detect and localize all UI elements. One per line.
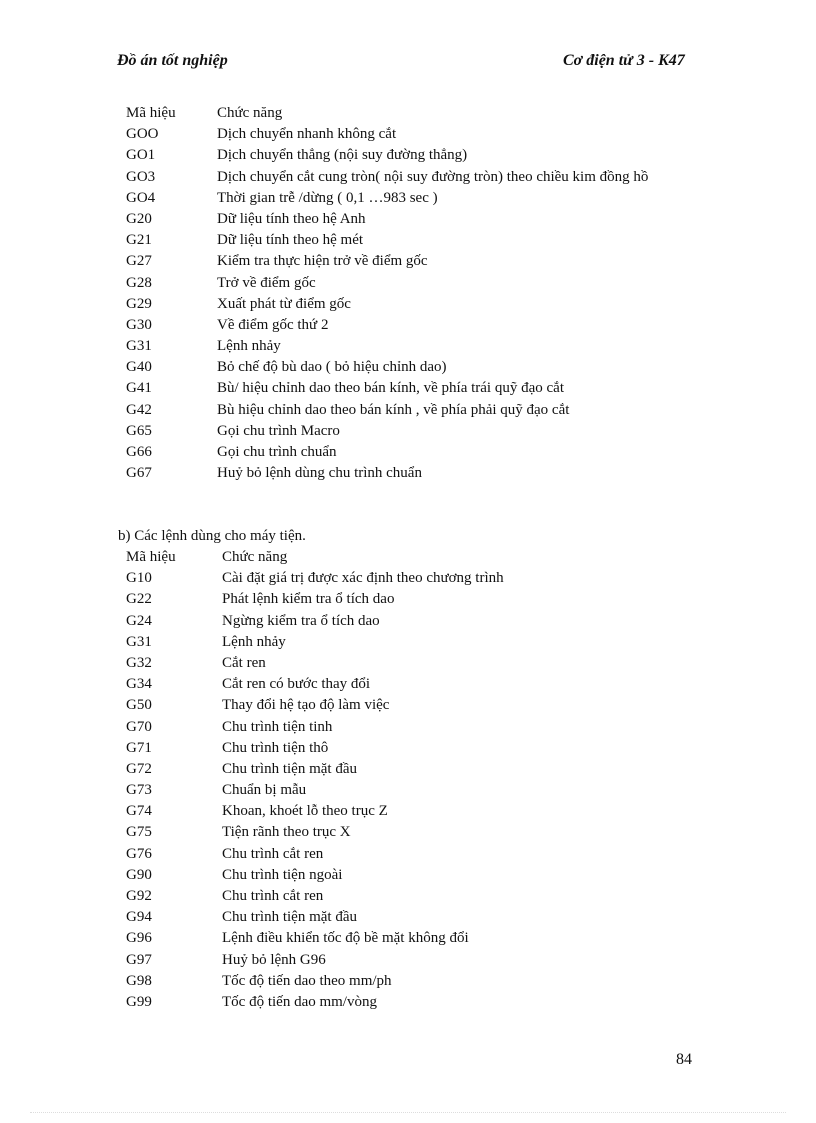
gcode-cell: G31	[126, 338, 152, 355]
gcode-cell: GOO	[126, 126, 159, 143]
gcode-cell: G74	[126, 803, 152, 820]
gcode-cell: G71	[126, 739, 152, 756]
gcode-cell: G21	[126, 232, 152, 249]
function-cell: Chu trình tiện mặt đầu	[222, 760, 357, 777]
function-cell: Chu trình cắt ren	[222, 845, 324, 862]
function-cell: Huỷ bỏ lệnh dùng chu trình chuẩn	[217, 465, 422, 482]
function-cell: Dịch chuyển nhanh không cắt	[217, 126, 397, 143]
function-cell: Lệnh nhảy	[217, 338, 281, 355]
function-cell: Gọi chu trình Macro	[217, 422, 340, 439]
function-cell: Bù hiệu chỉnh dao theo bán kính , về phía phải quỹ đạo cắt	[217, 401, 570, 418]
gcode-cell: G65	[126, 422, 152, 439]
function-cell: Kiểm tra thực hiện trở về điểm gốc	[217, 253, 428, 270]
function-cell: Dịch chuyển cắt cung tròn( nội suy đường tròn) theo chiều kim đồng hồ	[217, 168, 649, 185]
gcode-cell: G40	[126, 359, 152, 376]
gcode-cell: G76	[126, 845, 152, 862]
column-header-function: Chức năng	[222, 549, 288, 565]
gcode-cell: G70	[126, 718, 152, 735]
gcode-cell: G67	[126, 465, 152, 482]
function-cell: Khoan, khoét lỗ theo trục Z	[222, 803, 388, 820]
column-header-code: Mã hiệu	[126, 105, 176, 121]
gcode-cell: G20	[126, 210, 152, 227]
gcode-cell: G34	[126, 676, 152, 693]
function-cell: Thay đổi hệ tạo độ làm việc	[222, 697, 390, 714]
gcode-cell: G24	[126, 612, 152, 629]
function-cell: Bù/ hiệu chỉnh dao theo bán kính, về phía trái quỹ đạo cắt	[217, 380, 564, 397]
column-header-function: Chức năng	[217, 105, 283, 121]
gcode-cell: G42	[126, 401, 152, 418]
gcode-cell: G32	[126, 654, 152, 671]
function-cell: Ngừng kiểm tra ổ tích dao	[222, 612, 380, 629]
gcode-cell: G72	[126, 760, 152, 777]
gcode-cell: G22	[126, 591, 152, 608]
gcode-cell: G10	[126, 570, 152, 587]
gcode-cell: G27	[126, 253, 152, 270]
function-cell: Gọi chu trình chuẩn	[217, 444, 337, 460]
gcode-cell: G41	[126, 380, 152, 397]
function-cell: Về điểm gốc thứ 2	[217, 316, 329, 333]
gcode-cell: G99	[126, 993, 152, 1010]
function-cell: Tốc độ tiến dao mm/vòng	[222, 993, 377, 1010]
gcode-cell: G66	[126, 444, 152, 460]
function-cell: Cắt ren	[222, 654, 266, 671]
function-cell: Phát lệnh kiểm tra ổ tích dao	[222, 591, 395, 608]
function-cell: Chu trình tiện tinh	[222, 718, 333, 735]
page-bottom-divider	[30, 1112, 786, 1113]
function-cell: Tiện rãnh theo trục X	[222, 824, 351, 841]
header-thesis-title: Đồ án tốt nghiệp	[117, 52, 228, 69]
gcode-cell: G90	[126, 866, 152, 883]
header-course-class: Cơ điện tử 3 - K47	[563, 52, 685, 69]
column-header-code: Mã hiệu	[126, 549, 176, 565]
function-cell: Chu trình tiện thô	[222, 739, 329, 756]
gcode-cell: G31	[126, 633, 152, 650]
gcode-cell: G94	[126, 909, 152, 926]
function-cell: Trở về điểm gốc	[217, 274, 316, 291]
function-cell: Chu trình cắt ren	[222, 888, 324, 904]
gcode-cell: G30	[126, 316, 152, 333]
gcode-cell: G92	[126, 888, 152, 904]
gcode-cell: G73	[126, 782, 152, 799]
function-cell: Cắt ren có bước thay đổi	[222, 676, 371, 693]
function-cell: Lệnh nhảy	[222, 633, 286, 650]
function-cell: Chu trình tiện mặt đầu	[222, 909, 357, 926]
gcode-cell: G28	[126, 274, 152, 291]
gcode-cell: G97	[126, 951, 152, 968]
gcode-cell: G29	[126, 295, 152, 312]
function-cell: Dữ liệu tính theo hệ mét	[217, 232, 364, 249]
gcode-cell: GO1	[126, 147, 156, 164]
function-cell: Tốc độ tiến dao theo mm/ph	[222, 972, 392, 989]
function-cell: Huỷ bỏ lệnh G96	[222, 951, 326, 968]
section-heading-lathe: b) Các lệnh dùng cho máy tiện.	[118, 528, 306, 544]
function-cell: Lệnh điều khiển tốc độ bề mặt không đổi	[222, 930, 469, 947]
gcode-cell: G98	[126, 972, 152, 989]
gcode-cell: G75	[126, 824, 152, 841]
gcode-cell: GO3	[126, 168, 156, 185]
function-cell: Cài đặt giá trị được xác định theo chương trình	[222, 570, 504, 587]
function-cell: Dịch chuyển thẳng (nội suy đường thẳng)	[217, 147, 468, 164]
function-cell: Dữ liệu tính theo hệ Anh	[217, 210, 366, 227]
function-cell: Thời gian trễ /dừng ( 0,1 …983 sec )	[217, 189, 438, 206]
function-cell: Bỏ chế độ bù dao ( bỏ hiệu chỉnh dao)	[217, 359, 447, 376]
gcode-cell: G96	[126, 930, 152, 947]
function-cell: Chuẩn bị mẫu	[222, 782, 307, 799]
function-cell: Chu trình tiện ngoài	[222, 866, 343, 883]
page-number: 84	[676, 1051, 692, 1068]
gcode-cell: G50	[126, 697, 152, 714]
function-cell: Xuất phát từ điểm gốc	[217, 295, 351, 312]
gcode-cell: GO4	[126, 189, 156, 206]
